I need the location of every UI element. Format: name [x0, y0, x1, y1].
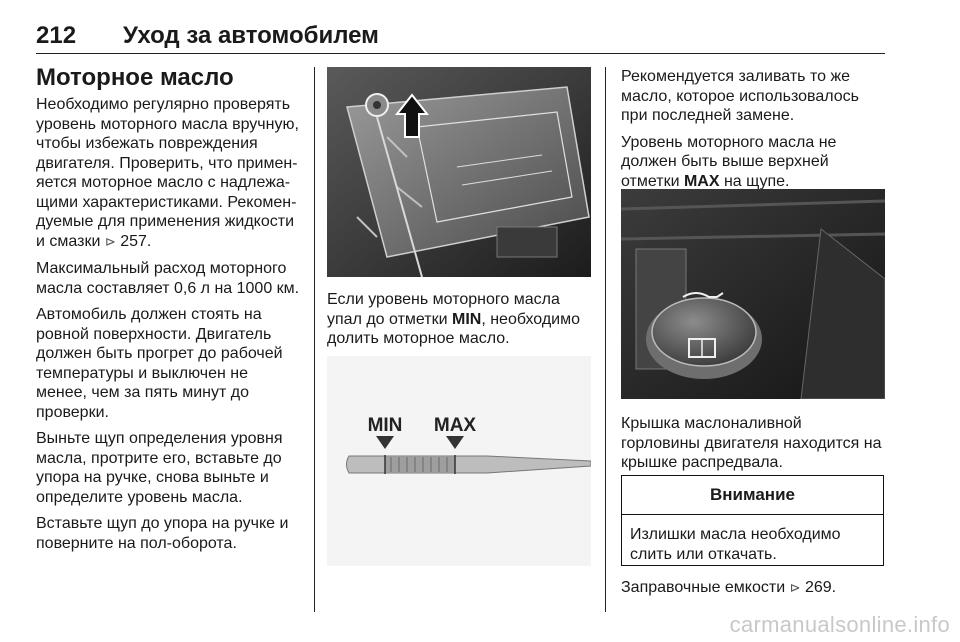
dipstick-figure — [327, 356, 591, 566]
max-arrow-icon — [446, 436, 464, 449]
page-ref-arrow-icon: ⊳ — [789, 581, 801, 596]
watermark: carmanualsonline.info — [729, 612, 950, 637]
paragraph-same-oil: Рекомендуется заливать то же масло, которое использовалось при последней замене. — [621, 68, 859, 124]
right-column-top — [621, 67, 885, 198]
warning-title: Внимание — [622, 476, 883, 515]
engine-dipstick-figure — [327, 67, 591, 277]
page-number: 212 — [36, 22, 77, 49]
page-header — [36, 22, 884, 52]
paragraph-oil-check: Необходимо регулярно проверять уровень моторного масла вручную, чтобы избежать повреждения двигателя. Проверить, что примен-яется моторное масло с надлежа-щими характеристиками. Рекомен-дуемые для применения жидкости и смазки ⊳ 257. — [36, 96, 299, 250]
column-divider-left — [314, 67, 315, 612]
paragraph-cap-location: Крышка маслоналивной горловины двигателя находится на крышке распредвала. — [621, 415, 882, 471]
page-ref-link[interactable]: 257. — [120, 232, 152, 250]
max-mark-label: MAX — [683, 172, 720, 190]
right-column-bottom — [621, 414, 885, 480]
dipstick-icon — [327, 356, 591, 566]
oil-filler-cap-figure — [621, 189, 885, 399]
page-ref-link[interactable]: 269. — [804, 579, 837, 596]
engine-caption: Если уровень моторного масла упал до отметки MIN, необходимо долить моторное масло. — [327, 291, 581, 347]
paragraph-dipstick-insert: Вставьте щуп до упора на ручке и поверните на пол-оборота. — [36, 515, 289, 552]
warning-text: Излишки масла необходимо слить или откачать. — [630, 526, 841, 563]
engine-figure — [327, 67, 591, 277]
paragraph-conditions: Автомобиль должен стоять на ровной поверхности. Двигатель должен быть прогрет до рабочей температуры и выключен не менее, чем за пять минут до проверки. — [36, 306, 283, 421]
oil-cap-figure — [621, 189, 885, 399]
min-arrow-icon — [376, 436, 394, 449]
paragraph-max-level: Уровень моторного масла не должен быть выше верхней отметки MAX на щупе. — [621, 133, 837, 190]
header-divider — [36, 53, 885, 54]
warning-box — [621, 475, 884, 566]
column-divider-right — [605, 67, 606, 612]
section-title: Моторное масло — [36, 64, 234, 91]
capacities-ref: Заправочные емкости ⊳ 269. — [621, 579, 837, 596]
dipstick-max-label: MAX — [433, 415, 477, 436]
min-mark-label: MIN — [451, 310, 482, 328]
chapter-title: Уход за автомобилем — [123, 22, 379, 49]
left-column — [36, 64, 302, 560]
paragraph-dipstick-remove: Выньте щуп определения уровня масла, протрите его, вставьте до упора на ручке, снова выньте и определите уровень масла. — [36, 430, 283, 506]
page-ref-arrow-icon: ⊳ — [104, 234, 116, 250]
dipstick-min-label: MIN — [367, 415, 403, 436]
paragraph-consumption: Максимальный расход моторного масла составляет 0,6 л на 1000 км. — [36, 260, 300, 297]
